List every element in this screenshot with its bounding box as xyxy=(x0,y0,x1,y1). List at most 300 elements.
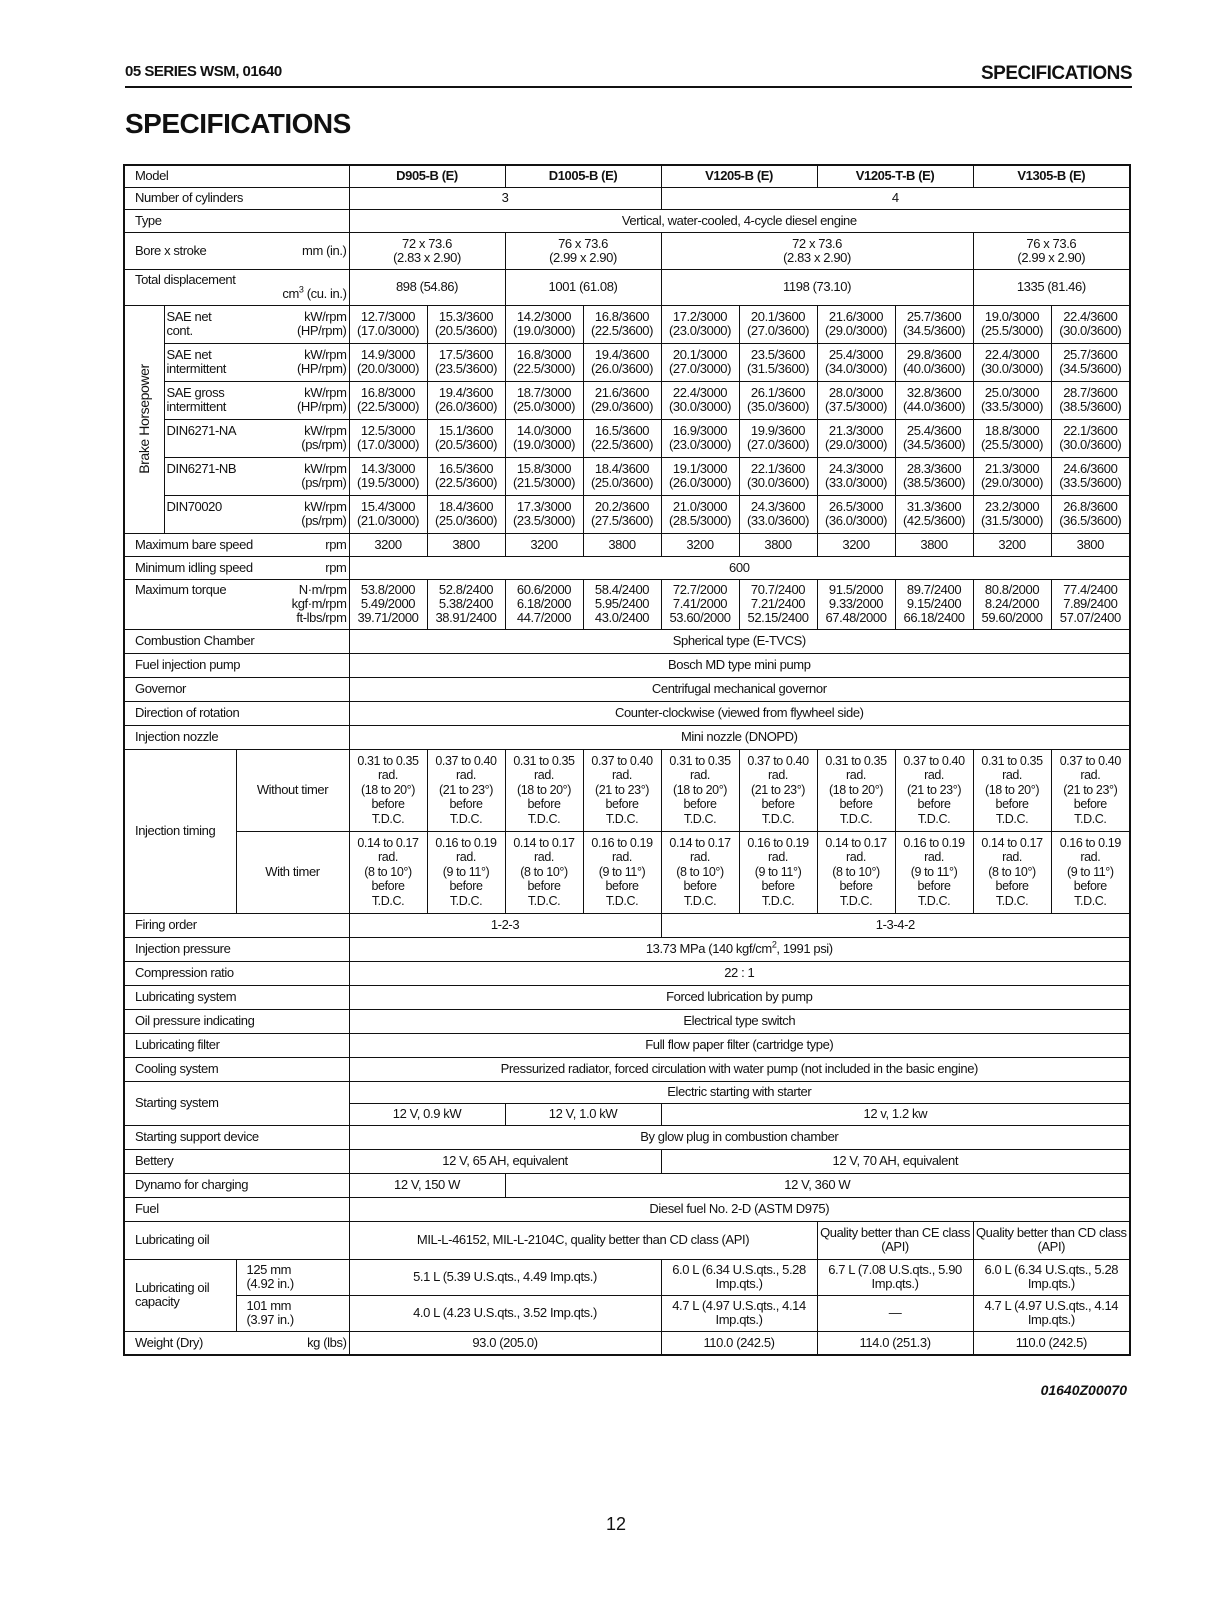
bhp-row xyxy=(124,457,1130,495)
cell-line: T.D.C. xyxy=(527,811,561,826)
cell-line: T.D.C. xyxy=(371,811,405,826)
cell-line: 15.3/3600 xyxy=(438,309,494,324)
bhp-rating-label xyxy=(164,457,349,495)
cell-line: (9 to 11°) xyxy=(598,864,646,879)
cell-line: 72.7/2000 xyxy=(672,582,728,597)
spec-value: Bosch MD type mini pump xyxy=(349,653,1130,677)
cell-line: 7.21/2400 xyxy=(750,596,806,611)
bhp-value xyxy=(1051,381,1130,419)
cell-line: 0.16 to 0.19 xyxy=(903,835,965,850)
cell-line: (23.5/3600) xyxy=(434,361,498,376)
cell-line: (22.5/3600) xyxy=(434,475,498,490)
cell-line: before xyxy=(1073,797,1107,812)
cell-line: before xyxy=(449,879,483,894)
cell-line: 31.3/3600 xyxy=(906,499,962,514)
rating-units xyxy=(297,310,347,338)
rating-unit: kW/rpm xyxy=(304,347,347,362)
cell-line: rad. xyxy=(1002,768,1023,783)
cell-line: 52.15/2400 xyxy=(747,610,809,625)
model-row xyxy=(124,165,1130,187)
oil-capacity-row xyxy=(124,1259,1130,1295)
bhp-rating xyxy=(167,462,347,490)
cell-line: before xyxy=(761,797,795,812)
torque-value xyxy=(895,579,973,629)
cell-line: (37.5/3000) xyxy=(824,399,888,414)
cell-line: 32.8/3600 xyxy=(906,385,962,400)
cell-line: 21.3/3000 xyxy=(828,423,884,438)
cell-line: (36.0/3000) xyxy=(824,513,888,528)
cell-line: (8 to 10°) xyxy=(520,864,568,879)
header-doc-id: 05 SERIES WSM, 01640 xyxy=(125,63,282,80)
cell-line: (27.0/3600) xyxy=(746,323,810,338)
rating-unit: (HP/rpm) xyxy=(296,323,347,338)
rating-name-line: DIN70020 xyxy=(166,499,222,514)
spec-row xyxy=(124,725,1130,749)
injection-timing-label: Injection timing xyxy=(124,749,236,913)
cell-line: 43.0/2400 xyxy=(594,610,650,625)
torque-value xyxy=(349,579,427,629)
model-d1005 xyxy=(505,165,661,187)
cell-line: before xyxy=(917,797,951,812)
bhp-value xyxy=(349,457,427,495)
cell-line: 80.8/2000 xyxy=(984,582,1040,597)
cell-line: (23.5/3000) xyxy=(512,513,576,528)
dynamo-label: Dynamo for charging xyxy=(124,1173,349,1197)
timing-value xyxy=(427,831,505,913)
max-speed-value: 3800 xyxy=(1051,533,1130,556)
cell-line: 14.9/3000 xyxy=(360,347,416,362)
cell-line: 17.3/3000 xyxy=(516,499,572,514)
cell-line: 0.14 to 0.17 xyxy=(825,835,887,850)
cell-line: rad. xyxy=(1002,850,1023,865)
displacement-value: 1001 (61.08) xyxy=(505,269,661,305)
oil-capacity-value: 5.1 L (5.39 U.S.qts., 4.49 Imp.qts.) xyxy=(349,1259,661,1295)
cell-line: before xyxy=(1073,879,1107,894)
cell-line: (31.5/3600) xyxy=(746,361,810,376)
cell-line: 0.16 to 0.19 xyxy=(591,835,653,850)
cell-line: 21.6/3000 xyxy=(828,309,884,324)
cell-line: 12.5/3000 xyxy=(360,423,416,438)
bhp-value xyxy=(1051,343,1130,381)
cell-line: 14.3/3000 xyxy=(360,461,416,476)
cell-line: T.D.C. xyxy=(995,811,1029,826)
rating-name-line: DIN6271-NB xyxy=(166,461,237,476)
cell-line: ft-lbs/rpm xyxy=(296,610,347,625)
cell-line: before xyxy=(527,797,561,812)
cell-line: 23.2/3000 xyxy=(984,499,1040,514)
cell-line: (23.0/3000) xyxy=(668,323,732,338)
max-speed-value: 3800 xyxy=(583,533,661,556)
bhp-value xyxy=(739,381,817,419)
cell-line: 20.1/3000 xyxy=(672,347,728,362)
cell-line: 16.5/3600 xyxy=(594,423,650,438)
cell-line: T.D.C. xyxy=(917,811,951,826)
cell-line: (35.0/3600) xyxy=(746,399,810,414)
rating-unit: kW/rpm xyxy=(304,309,347,324)
cell-line: 26.8/3600 xyxy=(1063,499,1118,514)
cell-line: (30.0/3000) xyxy=(981,361,1044,376)
torque-value xyxy=(661,579,739,629)
cell-line: 101 mm xyxy=(246,1298,292,1313)
row-unit-text: rpm xyxy=(325,536,347,552)
bhp-value xyxy=(427,495,505,533)
cell-line: rad. xyxy=(534,850,554,865)
max-speed-value: 3200 xyxy=(661,533,739,556)
starter-value: 12 V, 1.0 kW xyxy=(505,1103,661,1125)
rating-unit: kW/rpm xyxy=(304,499,347,514)
bhp-rating xyxy=(167,348,347,376)
cell-line: (33.5/3600) xyxy=(1059,475,1122,490)
torque-value xyxy=(427,579,505,629)
without-timer-label: Without timer xyxy=(236,749,349,831)
cell-line: rad. xyxy=(768,768,788,783)
spec-row xyxy=(124,629,1130,653)
cell-line: rad. xyxy=(690,768,710,783)
rating-unit: (ps/rpm) xyxy=(301,437,347,452)
cell-line: 16.9/3000 xyxy=(672,423,728,438)
cell-line: (30.0/3600) xyxy=(746,475,810,490)
cell-line: (2.99 x 2.90) xyxy=(549,249,617,265)
rating-unit: (HP/rpm) xyxy=(296,361,347,376)
cell-line: (34.5/3600) xyxy=(902,437,966,452)
row-unit-text: kg (lbs) xyxy=(307,1334,347,1350)
cell-line: 12.7/3000 xyxy=(360,309,416,324)
cell-line: (40.0/3600) xyxy=(902,361,966,376)
spec-row xyxy=(124,1057,1130,1081)
spec-row xyxy=(124,961,1130,985)
lube-oil-value: Quality better than CE class (API) xyxy=(817,1221,973,1259)
spec-row xyxy=(124,985,1130,1009)
cell-line: before xyxy=(605,879,639,894)
cell-line: 0.31 to 0.35 xyxy=(825,753,887,768)
cell-line: 7.89/2400 xyxy=(1063,596,1118,611)
cell-line: (2.83 x 2.90) xyxy=(393,249,461,265)
cell-line: 18.8/3000 xyxy=(984,423,1040,438)
header-section: SPECIFICATIONS xyxy=(981,63,1132,84)
row-label: Weight (Dry) xyxy=(135,1334,203,1350)
rating-units xyxy=(301,462,346,490)
row-label: Maximum torque xyxy=(135,582,227,597)
rating-name-line: intermittent xyxy=(166,361,227,376)
model-name: V1305-B (E) xyxy=(1017,168,1086,184)
spec-value: Centrifugal mechanical governor xyxy=(349,677,1130,701)
cell-line: (38.5/3600) xyxy=(1059,399,1122,414)
timing-value xyxy=(505,831,583,913)
bore-label xyxy=(124,232,349,269)
cell-line: rad. xyxy=(378,850,398,865)
page-title: SPECIFICATIONS xyxy=(125,108,351,139)
torque-value xyxy=(505,579,583,629)
cell-line: (44.0/3600) xyxy=(902,399,966,414)
rating-name-line: cont. xyxy=(166,323,193,338)
cell-line: (22.5/3000) xyxy=(356,399,420,414)
with-timer-label: With timer xyxy=(236,831,349,913)
oil-capacity-value: 6.0 L (6.34 U.S.qts., 5.28 Imp.qts.) xyxy=(661,1259,817,1295)
weight-value: 110.0 (242.5) xyxy=(973,1331,1130,1355)
firing-label: Firing order xyxy=(124,913,349,937)
spec-label: Cooling system xyxy=(124,1057,349,1081)
starting-value: Electric starting with starter xyxy=(349,1081,1130,1103)
rating-unit: (ps/rpm) xyxy=(301,513,347,528)
timing-value xyxy=(895,831,973,913)
bhp-value xyxy=(817,495,895,533)
cell-line: kgf·m/rpm xyxy=(291,596,347,611)
bhp-value xyxy=(973,495,1051,533)
starting-label: Starting system xyxy=(124,1081,349,1125)
cell-line: (18 to 20°) xyxy=(360,782,416,797)
battery-row xyxy=(124,1149,1130,1173)
cylinders-label: Number of cylinders xyxy=(124,187,349,209)
bhp-value xyxy=(739,457,817,495)
displacement-value: 1198 (73.10) xyxy=(661,269,973,305)
cell-line: T.D.C. xyxy=(449,893,483,908)
spec-row xyxy=(124,1033,1130,1057)
rating-name-line: SAE gross xyxy=(166,385,225,400)
timing-value xyxy=(973,749,1051,831)
rating-units xyxy=(301,500,346,528)
timing-value xyxy=(817,749,895,831)
bhp-value xyxy=(973,419,1051,457)
bhp-value xyxy=(583,381,661,419)
cell-line: 0.16 to 0.19 xyxy=(747,835,809,850)
cell-line: 28.7/3600 xyxy=(1063,385,1118,400)
cell-line: (19.5/3000) xyxy=(356,475,420,490)
bhp-rating xyxy=(167,310,347,338)
row-unit xyxy=(325,538,346,552)
cell-line: 0.37 to 0.40 xyxy=(435,753,497,768)
cell-line: 0.14 to 0.17 xyxy=(513,835,575,850)
cell-line: 59.60/2000 xyxy=(981,610,1043,625)
cell-line: 25.4/3000 xyxy=(828,347,884,362)
bhp-value xyxy=(895,343,973,381)
page-number: 12 xyxy=(605,1514,627,1534)
spec-label: Lubricating system xyxy=(124,985,349,1009)
rating-name-line: SAE net xyxy=(166,309,212,324)
bhp-vertical-label xyxy=(124,305,164,533)
cell-line: T.D.C. xyxy=(683,893,717,908)
cell-line: (23.0/3000) xyxy=(668,437,732,452)
oil-capacity-value: 4.7 L (4.97 U.S.qts., 4.14 Imp.qts.) xyxy=(973,1295,1130,1331)
lube-oil-row xyxy=(124,1221,1130,1259)
bhp-label: Brake Horsepower xyxy=(136,364,153,474)
cell-line: 8.24/2000 xyxy=(984,596,1040,611)
bhp-value xyxy=(661,343,739,381)
dynamo-value: 12 V, 360 W xyxy=(505,1173,1130,1197)
unit-sup: 3 xyxy=(298,284,304,295)
cell-line: (38.5/3600) xyxy=(902,475,966,490)
bhp-value xyxy=(505,419,583,457)
cell-line: 9.33/2000 xyxy=(828,596,884,611)
model-label: Model xyxy=(124,165,349,187)
cell-line: (8 to 10°) xyxy=(988,864,1036,879)
cell-line: (9 to 11°) xyxy=(1066,864,1114,879)
rating-name-line: intermittent xyxy=(166,399,227,414)
bhp-value xyxy=(583,343,661,381)
rating-name xyxy=(167,310,212,338)
bhp-rating-label xyxy=(164,495,349,533)
cell-line: N·m/rpm xyxy=(298,582,347,597)
timing-value xyxy=(1051,749,1130,831)
row-unit xyxy=(325,561,346,575)
spec-label: Injection nozzle xyxy=(124,725,349,749)
weight-row xyxy=(124,1331,1130,1355)
firing-value: 1-2-3 xyxy=(349,913,661,937)
row-label: Maximum bare speed xyxy=(135,536,253,552)
bhp-rating xyxy=(167,500,347,528)
cell-line: T.D.C. xyxy=(995,893,1029,908)
model-v1305 xyxy=(973,165,1130,187)
spec-label: Governor xyxy=(124,677,349,701)
cell-line: 25.4/3600 xyxy=(906,423,962,438)
cell-line: 67.48/2000 xyxy=(825,610,887,625)
cell-line: 0.37 to 0.40 xyxy=(903,753,965,768)
rating-name xyxy=(167,424,237,438)
cell-line: (20.5/3600) xyxy=(434,437,498,452)
bhp-value xyxy=(1051,495,1130,533)
cell-line: 25.7/3600 xyxy=(906,309,962,324)
cell-line: 20.2/3600 xyxy=(594,499,650,514)
cell-line: 7.41/2000 xyxy=(672,596,728,611)
cell-line: (19.0/3000) xyxy=(512,323,576,338)
cell-line: before xyxy=(761,879,795,894)
cell-line: (21 to 23°) xyxy=(750,782,806,797)
fuel-value: Diesel fuel No. 2-D (ASTM D975) xyxy=(349,1197,1130,1221)
max-speed-row xyxy=(124,533,1130,556)
cell-line: before xyxy=(371,879,405,894)
cell-line: 26.5/3000 xyxy=(828,499,884,514)
label-with-unit xyxy=(135,244,347,258)
cell-line: (25.0/3600) xyxy=(590,475,654,490)
cell-line: 17.2/3000 xyxy=(672,309,728,324)
timing-value xyxy=(349,831,427,913)
cell-line: rad. xyxy=(690,850,710,865)
cell-line: (25.5/3000) xyxy=(981,323,1044,338)
rating-unit: kW/rpm xyxy=(304,423,347,438)
label-with-unit xyxy=(135,561,347,575)
cell-line: before xyxy=(839,797,873,812)
row-unit-text: mm (in.) xyxy=(302,242,347,258)
cell-line: T.D.C. xyxy=(839,893,873,908)
bhp-value xyxy=(895,457,973,495)
bhp-row xyxy=(124,343,1130,381)
timing-value xyxy=(817,831,895,913)
cell-line: rad. xyxy=(612,768,632,783)
bhp-value xyxy=(739,495,817,533)
model-name: V1205-T-B (E) xyxy=(855,168,935,184)
type-value: Vertical, water-cooled, 4-cycle diesel engine xyxy=(349,209,1130,232)
cell-line: (29.0/3000) xyxy=(981,475,1044,490)
cell-line: rad. xyxy=(612,850,632,865)
bhp-value xyxy=(817,305,895,343)
cell-line: (17.0/3000) xyxy=(356,323,420,338)
cell-line: (34.5/3600) xyxy=(902,323,966,338)
cell-line: (9 to 11°) xyxy=(910,864,958,879)
cell-line: (3.97 in.) xyxy=(246,1312,294,1327)
spec-value: Pressurized radiator, forced circulation with water pump (not included in the basic engine) xyxy=(349,1057,1130,1081)
cell-line: (27.0/3600) xyxy=(746,437,810,452)
cell-line: 24.3/3000 xyxy=(828,461,884,476)
cell-line: (25.0/3600) xyxy=(434,513,498,528)
cell-line: (21.0/3000) xyxy=(356,513,420,528)
cell-line: 58.4/2400 xyxy=(594,582,650,597)
cell-line: before xyxy=(449,797,483,812)
cell-line: 0.37 to 0.40 xyxy=(747,753,809,768)
cell-line: (18 to 20°) xyxy=(828,782,884,797)
bhp-value xyxy=(583,495,661,533)
bhp-rating-label xyxy=(164,305,349,343)
cell-line: T.D.C. xyxy=(605,893,639,908)
cell-line: 18.4/3600 xyxy=(438,499,494,514)
lube-oil-label: Lubricating oil xyxy=(124,1221,349,1259)
cell-line: T.D.C. xyxy=(449,811,483,826)
header-rule xyxy=(125,86,1132,88)
bhp-value xyxy=(349,381,427,419)
cell-line: 21.6/3600 xyxy=(594,385,650,400)
oil-capacity-row xyxy=(124,1295,1130,1331)
cell-line: 23.5/3600 xyxy=(750,347,806,362)
bhp-value xyxy=(895,495,973,533)
rating-unit: kW/rpm xyxy=(304,385,347,400)
cell-line: (18 to 20°) xyxy=(984,782,1040,797)
cell-line: 15.8/3000 xyxy=(516,461,572,476)
model-name: D905-B (E) xyxy=(396,168,458,184)
max-speed-value: 3200 xyxy=(817,533,895,556)
bore-value xyxy=(505,232,661,269)
rating-unit: (ps/rpm) xyxy=(301,475,347,490)
cell-line: (8 to 10°) xyxy=(832,864,880,879)
spec-value: 22 : 1 xyxy=(349,961,1130,985)
oil-depth xyxy=(236,1259,349,1295)
unit-part: cm xyxy=(282,286,299,301)
cell-line: before xyxy=(995,879,1029,894)
timing-value xyxy=(739,749,817,831)
cell-line: (22.5/3600) xyxy=(590,323,654,338)
label-with-unit xyxy=(135,1336,347,1350)
cell-line: 24.6/3600 xyxy=(1063,461,1118,476)
timing-value xyxy=(427,749,505,831)
cell-line: 72 x 73.6 xyxy=(792,235,842,251)
rating-name xyxy=(167,386,227,414)
cell-line: rad. xyxy=(846,850,866,865)
start-support-value: By glow plug in combustion chamber xyxy=(349,1125,1130,1149)
cell-line: rad. xyxy=(768,850,788,865)
cell-line: T.D.C. xyxy=(761,811,795,826)
cell-line: (26.0/3600) xyxy=(434,399,498,414)
cell-line: (17.0/3000) xyxy=(356,437,420,452)
rating-units xyxy=(301,424,346,452)
cell-line: T.D.C. xyxy=(1074,893,1107,908)
torque-value xyxy=(739,579,817,629)
bhp-rating-label xyxy=(164,343,349,381)
cell-line: (21.5/3000) xyxy=(512,475,576,490)
cell-line: 28.3/3600 xyxy=(906,461,962,476)
bhp-rating xyxy=(167,424,347,452)
bhp-value xyxy=(661,381,739,419)
cell-line: T.D.C. xyxy=(917,893,951,908)
cell-line: T.D.C. xyxy=(527,893,561,908)
cell-line: before xyxy=(683,797,717,812)
battery-value: 12 V, 70 AH, equivalent xyxy=(661,1149,1130,1173)
cell-line: 16.5/3600 xyxy=(438,461,494,476)
cell-line: 18.7/3000 xyxy=(516,385,572,400)
type-row xyxy=(124,209,1130,232)
torque-value xyxy=(817,579,895,629)
bhp-value xyxy=(739,343,817,381)
cell-line: 15.1/3600 xyxy=(438,423,494,438)
bhp-value xyxy=(1051,457,1130,495)
bhp-row xyxy=(124,381,1130,419)
max-speed-label xyxy=(124,533,349,556)
